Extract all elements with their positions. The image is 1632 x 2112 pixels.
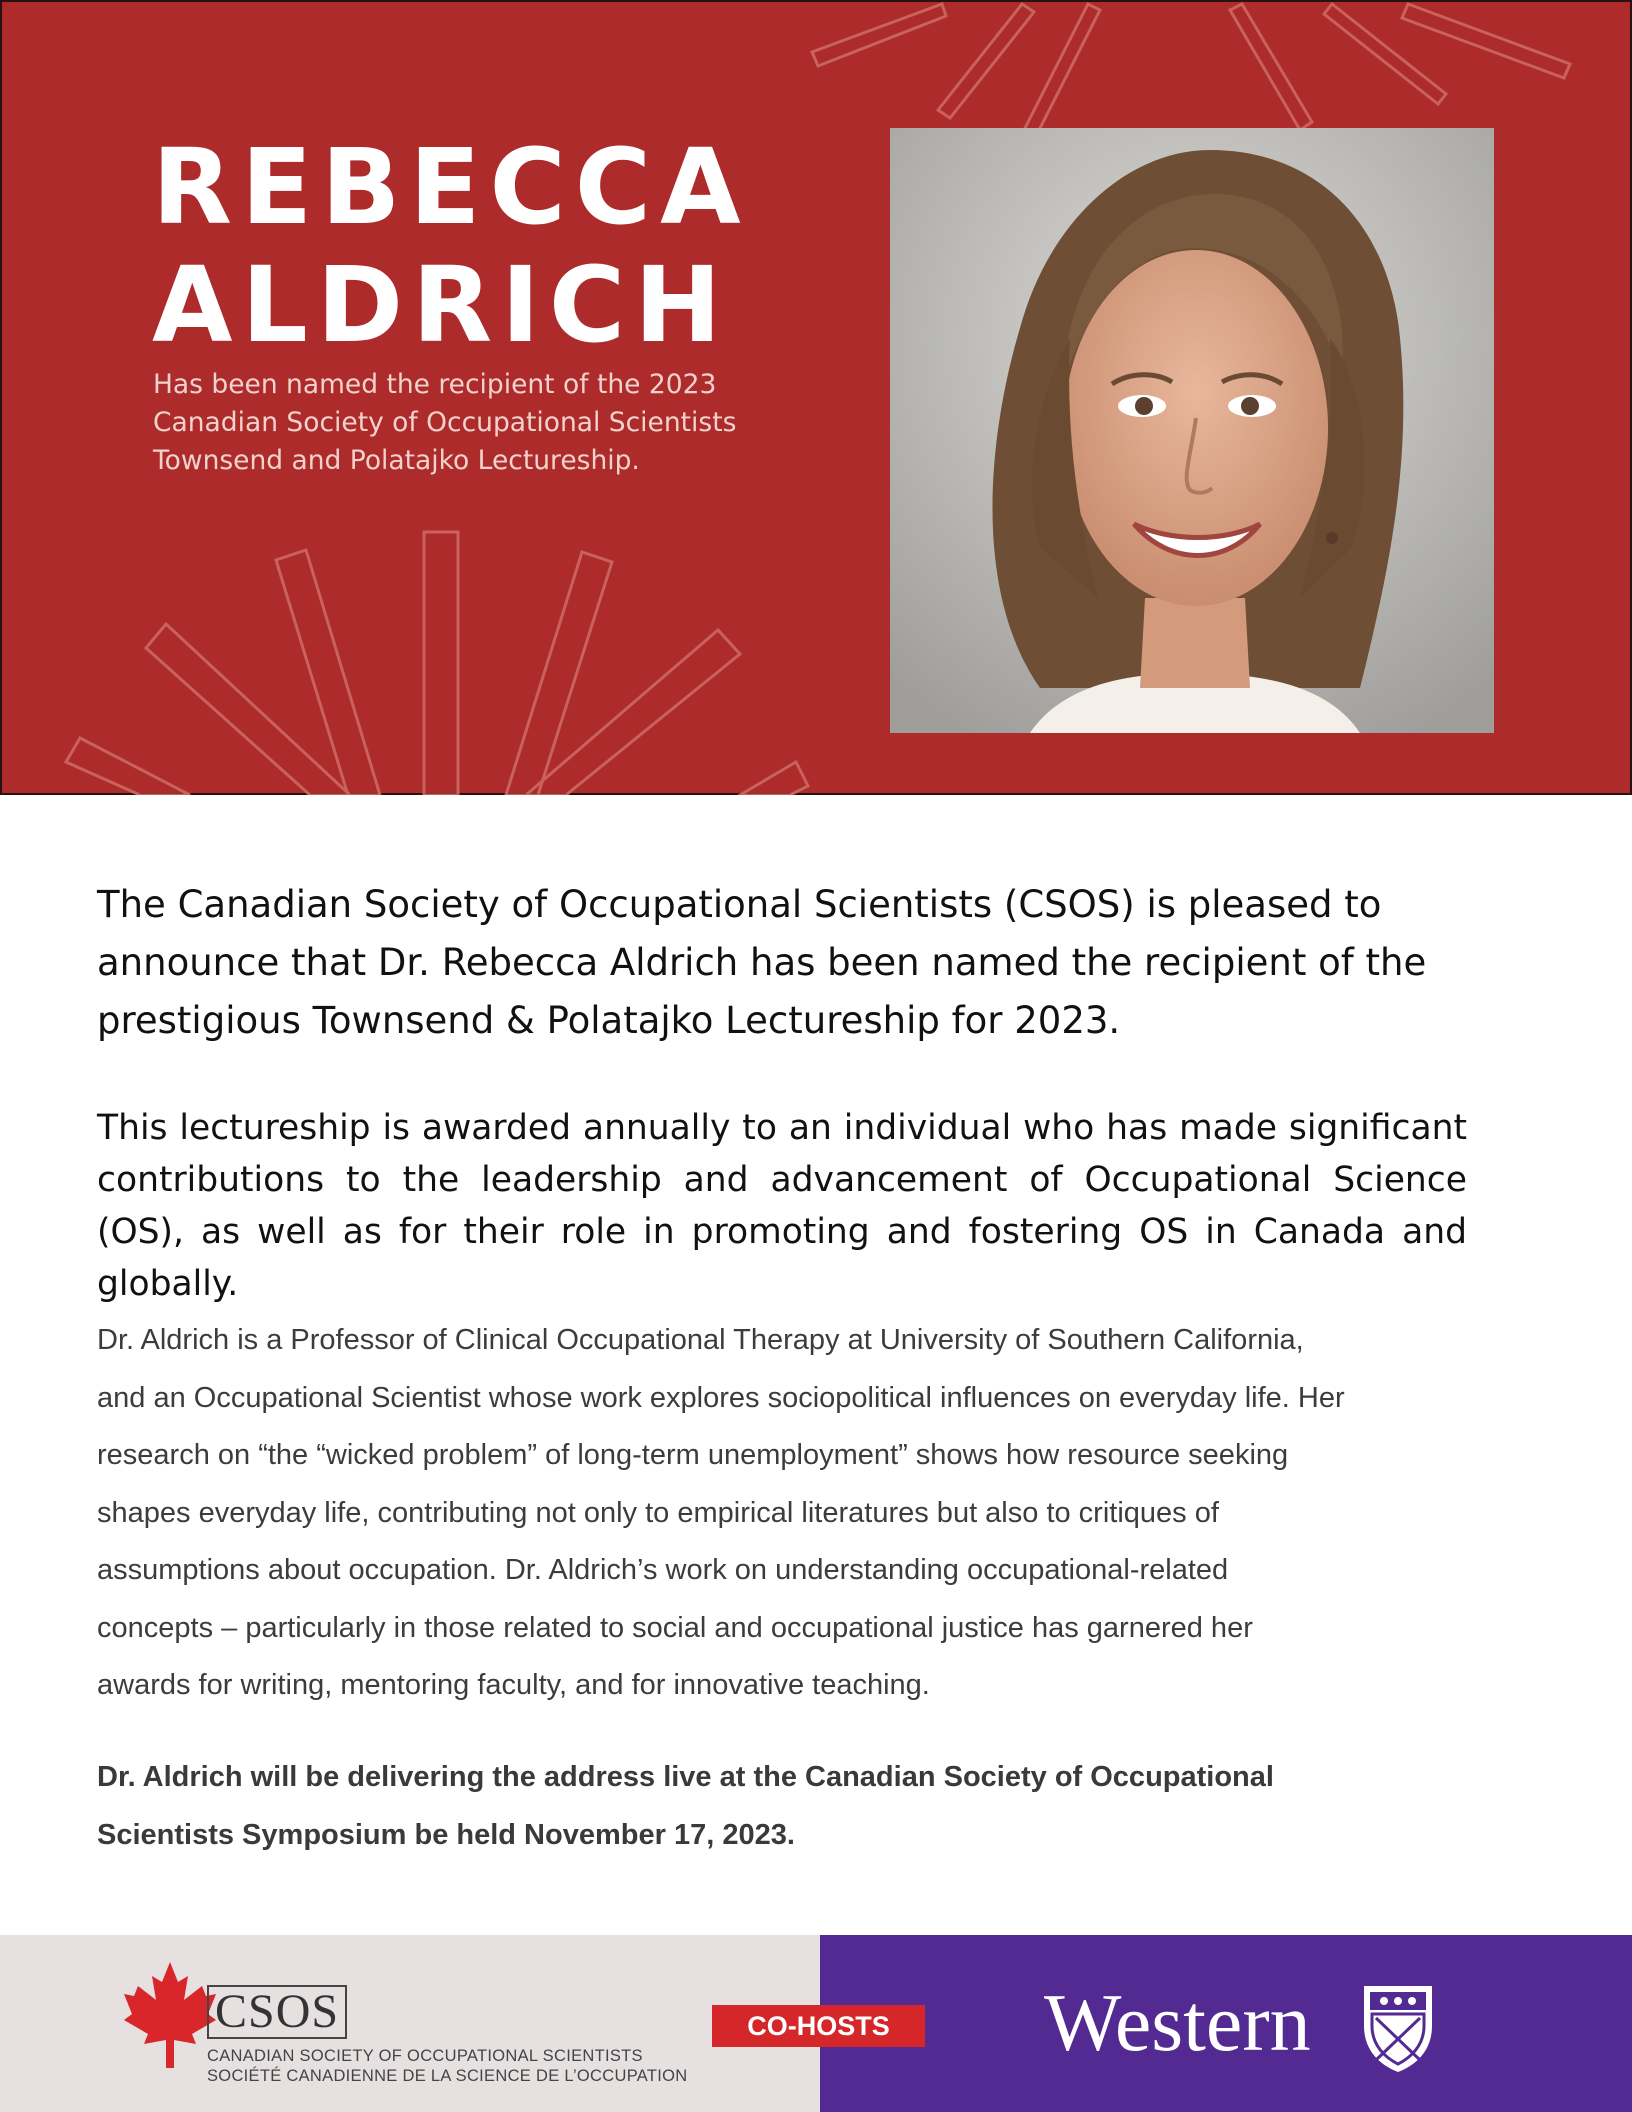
name-line-last: ALDRICH [152,244,731,366]
western-crest-icon [1358,1980,1438,2076]
event-announcement [97,1749,1517,1864]
event-line: Scientists Symposium be held November 17, 2023. [97,1818,795,1851]
subtitle-line: Has been named the recipient of the 2023 [153,369,717,400]
bio-line: concepts – particularly in those related to social and occupational justice has garnered her [97,1611,1253,1644]
recipient-name [152,128,750,364]
intro-paragraph: The Canadian Society of Occupational Scientists (CSOS) is pleased to announce that Dr. Rebecca Aldrich has been named the recipient of the prestigious Townsend & Polatajko Lectureship for 2023. [97,883,1427,1042]
biography-paragraph [97,1312,1517,1715]
portrait-photo [890,128,1494,733]
bio-line: Dr. Aldrich is a Professor of Clinical Occupational Therapy at University of Southern California, [97,1324,1304,1356]
event-line: Dr. Aldrich will be delivering the address live at the Canadian Society of Occupational [97,1761,1274,1793]
name-line-first: REBECCA [152,126,750,248]
csos-name-english: CANADIAN SOCIETY OF OCCUPATIONAL SCIENTISTS [207,2047,643,2065]
bio-line: assumptions about occupation. Dr. Aldrich’s work on understanding occupational-related [97,1554,1229,1586]
maple-leaf-icon [122,1960,218,2070]
csos-logo: CSOS [207,1985,347,2039]
banner-subtitle [153,366,793,480]
award-description-paragraph: This lectureship is awarded annually to an individual who has made significant contributions to the leadership and advancement of Occupational Science (OS), as well as for their role in promoting and fostering OS in Canada and globally. [97,1108,1467,1304]
cohosts-badge: CO-HOSTS [712,2005,925,2047]
csos-name-french: SOCIÉTÉ CANADIENNE DE LA SCIENCE DE L’OCCUPATION [207,2067,688,2085]
subtitle-line: Townsend and Polatajko Lectureship. [153,445,640,476]
bio-line: and an Occupational Scientist whose work explores sociopolitical influences on everyday life. Her [97,1381,1345,1414]
bio-line: shapes everyday life, contributing not only to empirical literatures but also to critiques of [97,1496,1219,1529]
western-logo-text: Western [1044,1977,1311,2068]
bio-line: awards for writing, mentoring faculty, and for innovative teaching. [97,1669,930,1701]
header-banner [0,0,1632,795]
bio-line: research on “the “wicked problem” of long-term unemployment” shows how resource seeking [97,1439,1289,1471]
subtitle-line: Canadian Society of Occupational Scientists [153,407,737,438]
